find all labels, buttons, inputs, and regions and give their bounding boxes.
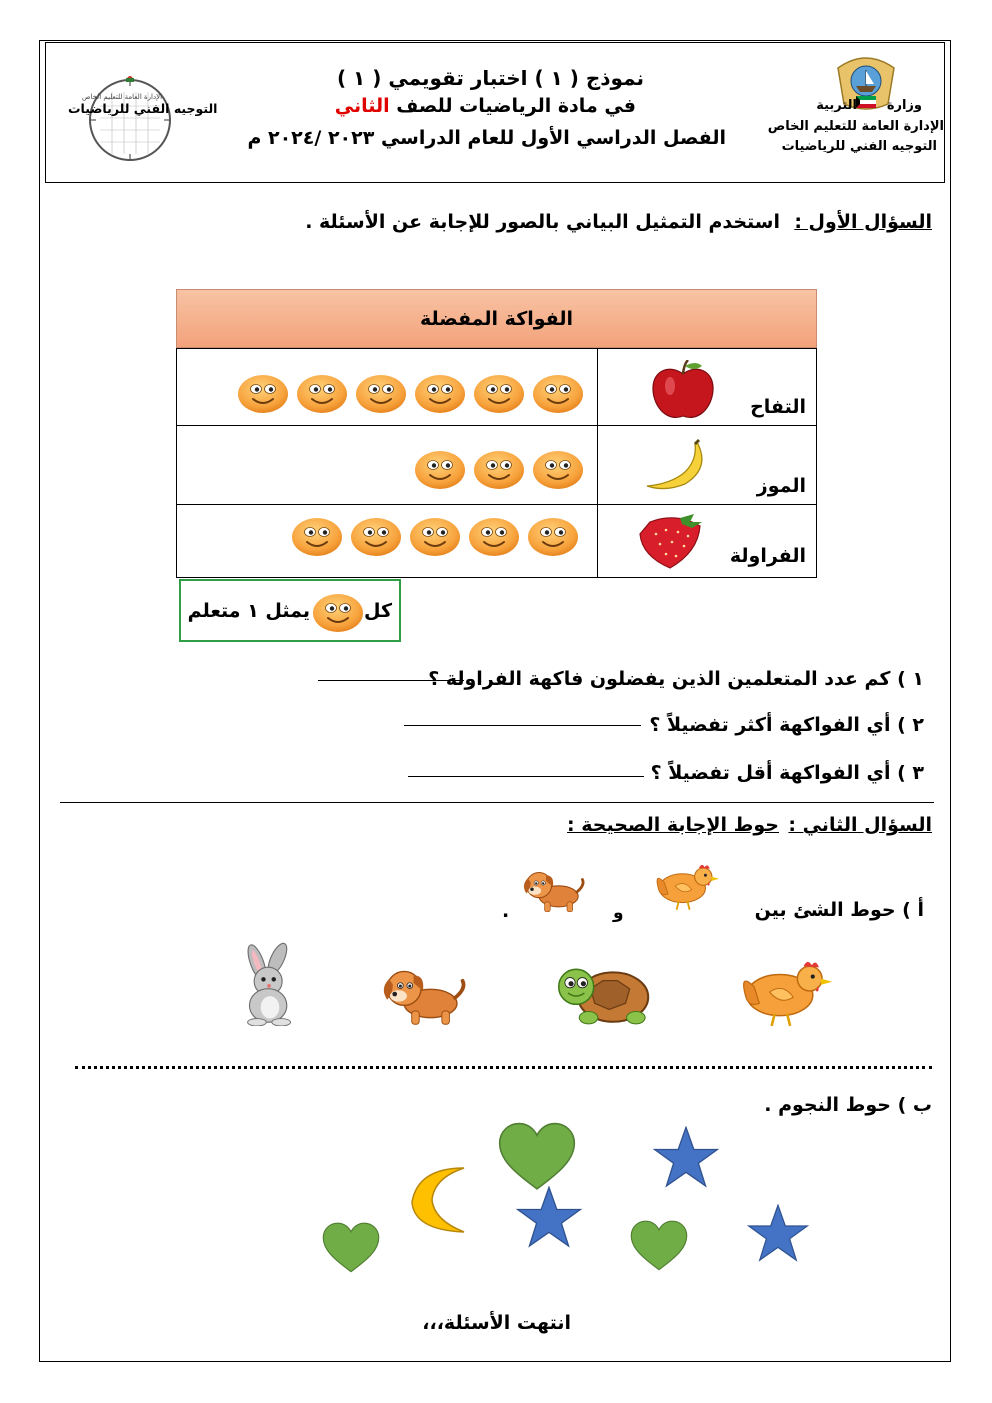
- banana-icon: [645, 438, 711, 492]
- smiley-icon: [468, 517, 520, 557]
- smiley-icon: [355, 374, 407, 414]
- pictograph-title-bar: [176, 289, 817, 348]
- part-b-text: ب ) حوط النجوم .: [764, 1094, 932, 1116]
- smiley-icon: [409, 517, 461, 557]
- smiley-row-strawberry: [291, 517, 579, 557]
- heart-icon[interactable]: [620, 1220, 698, 1272]
- smiley-icon: [296, 374, 348, 414]
- star-icon[interactable]: [510, 1186, 588, 1248]
- q1-item-1: ١ ) كم عدد المتعلمين الذين يفضلون فاكهة الفراولة ؟: [428, 668, 924, 690]
- test-title: نموذج ( ١ ) اختبار تقويمي ( ١ ): [336, 66, 644, 90]
- rabbit-icon[interactable]: [230, 942, 310, 1026]
- smiley-row-apple: [237, 374, 584, 414]
- smiley-icon: [532, 374, 584, 414]
- question2-instruction: حوط الإجابة الصحيحة :: [567, 814, 779, 836]
- ministry-guidance: التوجيه الفني للرياضيات: [781, 139, 937, 154]
- q1-item-3: ٣ ) أي الفواكهة أقل تفضيلاً ؟: [650, 762, 924, 784]
- star-icon[interactable]: [738, 1204, 818, 1262]
- smiley-icon: [473, 374, 525, 414]
- smiley-icon: [527, 517, 579, 557]
- apple-icon: [648, 360, 718, 422]
- part-a-and: و: [613, 903, 624, 923]
- heart-icon[interactable]: [498, 1122, 576, 1192]
- section-divider: [60, 802, 934, 803]
- subject-line-text: في مادة الرياضيات للصف: [396, 95, 636, 117]
- smiley-icon: [237, 374, 289, 414]
- fruit-label-banana: الموز: [756, 475, 806, 497]
- key-prefix: كل: [363, 600, 392, 622]
- star-icon[interactable]: [646, 1126, 726, 1188]
- smiley-icon: [414, 374, 466, 414]
- subject-line: [335, 95, 636, 117]
- ministry-department: الإدارة العامة للتعليم الخاص: [767, 119, 944, 134]
- footer-end-text: انتهت الأسئلة،،،: [422, 1312, 571, 1334]
- strawberry-icon: [636, 512, 706, 570]
- ministry-word2: التربية: [816, 98, 857, 113]
- turtle-icon[interactable]: [550, 958, 660, 1030]
- heart-icon[interactable]: [312, 1222, 390, 1274]
- key-suffix: يمثل ١ متعلم: [187, 600, 310, 622]
- part-a-text: أ ) حوط الشئ بين: [754, 899, 924, 921]
- smiley-row-banana: [414, 450, 584, 490]
- smiley-icon: [532, 450, 584, 490]
- logo-caption: التوجيه الفني للرياضيات: [68, 101, 218, 116]
- hen-icon[interactable]: [730, 956, 840, 1028]
- semester-line: الفصل الدراسي الأول للعام الدراسي ٢٠٢٣ /٢٠٢٤ م: [247, 127, 726, 149]
- logo-caption-top: الإدارة العامة للتعليم الخاص: [82, 93, 163, 101]
- puppy-icon: [518, 860, 588, 920]
- smiley-icon: [473, 450, 525, 490]
- moon-icon[interactable]: [398, 1164, 468, 1236]
- ministry-word1: وزارة: [886, 98, 922, 113]
- question2-label: السؤال الثاني :: [788, 814, 932, 836]
- q1-item-2: ٢ ) أي الفواكهة أكثر تفضيلاً ؟: [649, 714, 924, 736]
- smiley-icon: [350, 517, 402, 557]
- grade-highlight: الثاني: [334, 95, 390, 117]
- hen-icon: [650, 853, 722, 919]
- answer-line-1[interactable]: [318, 680, 464, 681]
- page-border: [39, 40, 951, 1362]
- dotted-answer-line[interactable]: [75, 1066, 932, 1069]
- part-a-end: .: [502, 900, 510, 922]
- question1-label: السؤال الأول :: [794, 211, 932, 233]
- fruit-label-apple: التفاح: [750, 396, 806, 418]
- smiley-icon: [414, 450, 466, 490]
- smiley-icon: [291, 517, 343, 557]
- answer-line-2[interactable]: [404, 725, 641, 726]
- key-smiley-icon: [312, 593, 364, 633]
- question1-instruction: استخدم التمثيل البياني بالصور للإجابة عن الأسئلة .: [305, 211, 780, 233]
- puppy-icon[interactable]: [370, 962, 476, 1028]
- pictograph-title: الفواكة المفضلة: [420, 307, 573, 330]
- fruit-label-strawberry: الفراولة: [729, 545, 806, 567]
- answer-line-3[interactable]: [408, 776, 644, 777]
